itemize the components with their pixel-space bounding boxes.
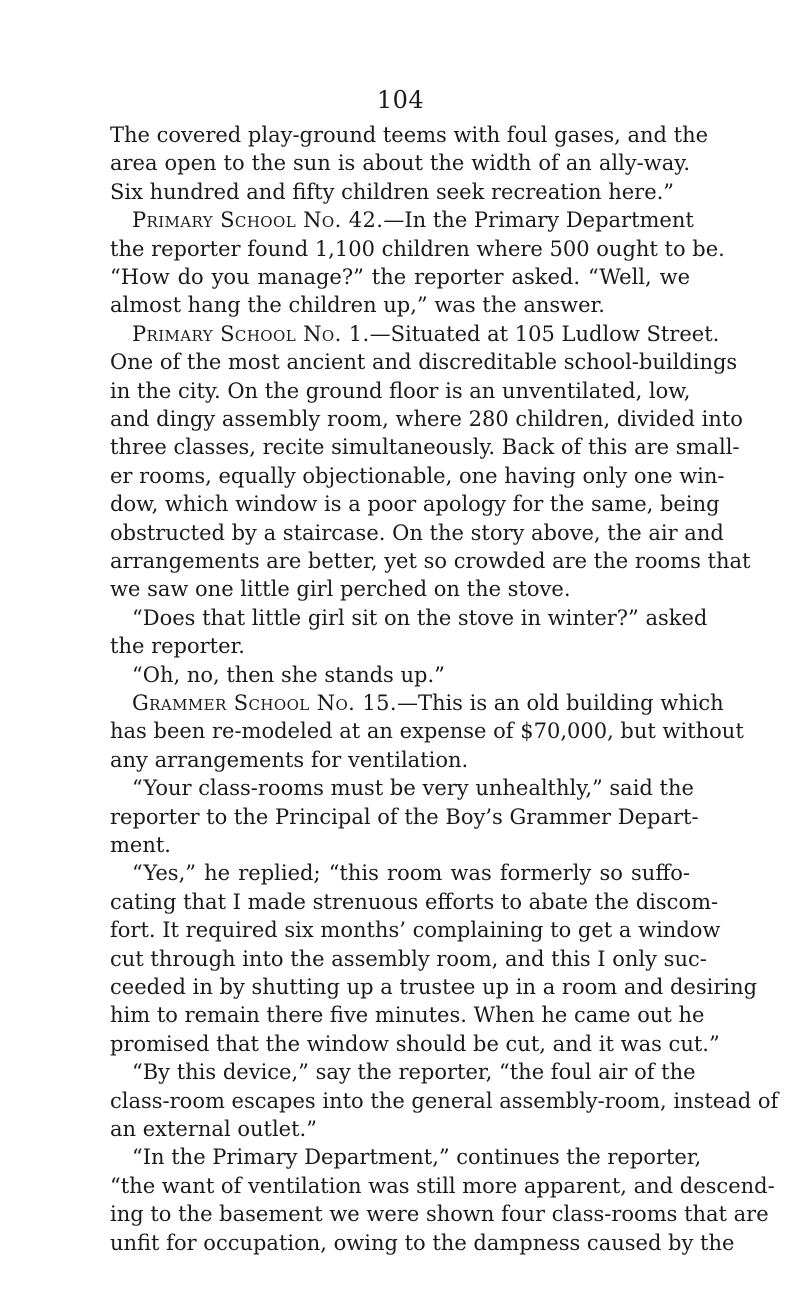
line-text: ceeded in by shutting up a trustee up in a room and desiring	[110, 975, 758, 999]
text-line	[110, 747, 690, 773]
text-line	[110, 974, 758, 1000]
line-text: “Yes,” he replied; “this room was formerly so suffo-	[132, 861, 690, 886]
line-text: almost hang the children up,” was the answer.	[110, 293, 605, 318]
line-text: obstructed by a staircase. On the story above, the air and	[110, 520, 724, 545]
line-text: promised that the window should be cut, and it was cut.”	[110, 1031, 720, 1056]
text-line	[110, 264, 690, 290]
section-heading: Primary School No. 42.	[132, 208, 384, 233]
text-line	[110, 832, 690, 858]
text-line	[110, 1116, 690, 1142]
text-line	[132, 605, 708, 631]
text-line	[110, 406, 743, 432]
line-text: One of the most ancient and discreditable school-buildings	[110, 350, 738, 375]
line-text: “Oh, no, then she stands up.”	[132, 662, 445, 687]
text-line	[110, 378, 690, 404]
section-heading: Primary School No. 1.	[132, 321, 370, 346]
text-line	[132, 321, 720, 347]
text-line	[110, 434, 740, 460]
text-line	[110, 150, 690, 176]
line-text: “Your class-rooms must be very unhealthly,” said the	[132, 776, 694, 801]
line-text: “Does that little girl sit on the stove in winter?” asked	[132, 605, 708, 630]
page-number: 104	[376, 86, 425, 114]
text-line	[110, 292, 690, 318]
line-text: “the want of ventilation was still more apparent, and descend-	[110, 1173, 775, 1198]
line-text: cut through into the assembly room, and this I only suc-	[110, 946, 707, 971]
text-line	[110, 946, 707, 972]
line-text: three classes, recite simultaneously. Back of this are small-	[110, 435, 740, 460]
line-text: The covered play-ground teems with foul gases, and the	[110, 123, 709, 147]
text-line	[110, 520, 724, 546]
text-line	[132, 775, 694, 801]
text-line	[132, 1144, 702, 1170]
line-text: ing to the basement we were shown four class-rooms that are	[110, 1202, 769, 1227]
line-text: we saw one little girl perched on the stove.	[110, 577, 571, 602]
line-text: him to remain there five minutes. When he came out he	[110, 1003, 705, 1028]
line-text: the reporter.	[110, 634, 245, 659]
text-line	[110, 1173, 775, 1199]
text-line	[110, 889, 719, 915]
text-line	[110, 633, 690, 659]
text-line	[132, 860, 690, 886]
line-text: “By this device,” say the reporter, “the foul air of the	[132, 1060, 696, 1085]
text-line	[110, 1088, 779, 1114]
line-text: unfit for occupation, owing to the dampness caused by the	[110, 1230, 735, 1255]
line-text: fort. It required six months’ complaining to get a window	[110, 918, 721, 943]
line-text: —This is an old building which	[396, 691, 724, 715]
line-text: the reporter found 1,100 children where 500 ought to be.	[110, 236, 725, 261]
line-text: has been re-modeled at an expense of $70,000, but without	[110, 719, 744, 744]
text-line	[110, 349, 738, 375]
line-text: dow, which window is a poor apology for the same, being	[110, 492, 720, 517]
text-line	[110, 1002, 705, 1028]
text-line	[110, 1201, 769, 1227]
text-line	[110, 122, 709, 148]
text-line	[110, 548, 751, 574]
line-text: ment.	[110, 833, 171, 857]
line-text: in the city. On the ground floor is an unventilated, low,	[110, 378, 691, 403]
line-text: cating that I made strenuous efforts to abate the discom-	[110, 889, 719, 914]
text-line	[132, 1059, 696, 1085]
line-text: any arrangements for ventilation.	[110, 747, 469, 772]
text-line	[110, 1230, 735, 1256]
line-text: reporter to the Principal of the Boy’s Grammer Depart-	[110, 804, 699, 829]
line-text: arrangements are better, yet so crowded are the rooms that	[110, 549, 751, 573]
line-text: Six hundred and fifty children seek recreation here.”	[110, 179, 675, 204]
section-heading: Grammer School No. 15.	[132, 691, 397, 715]
text-line	[110, 917, 721, 943]
text-line	[110, 179, 690, 205]
line-text: class-room escapes into the general assembly-room, instead of	[110, 1088, 779, 1113]
text-line	[132, 207, 694, 233]
line-text: and dingy assembly room, where 280 children, divided into	[110, 407, 743, 431]
text-line	[132, 690, 724, 716]
line-text: area open to the sun is about the width of an ally-way.	[110, 151, 690, 176]
text-line	[110, 576, 690, 602]
text-line	[110, 236, 725, 262]
line-text: er rooms, equally objectionable, one having only one win-	[110, 463, 725, 488]
line-text: “In the Primary Department,” continues the reporter,	[132, 1145, 702, 1170]
text-line	[110, 718, 744, 744]
text-line	[132, 662, 690, 688]
line-text: an external outlet.”	[110, 1117, 317, 1141]
text-line	[110, 463, 725, 489]
text-line	[110, 1031, 720, 1057]
line-text: —In the Primary Department	[383, 208, 694, 233]
line-text: “How do you manage?” the reporter asked. “Well, we	[110, 265, 690, 289]
text-line	[110, 804, 699, 830]
line-text: —Situated at 105 Ludlow Street.	[369, 321, 720, 346]
text-line	[110, 491, 720, 517]
